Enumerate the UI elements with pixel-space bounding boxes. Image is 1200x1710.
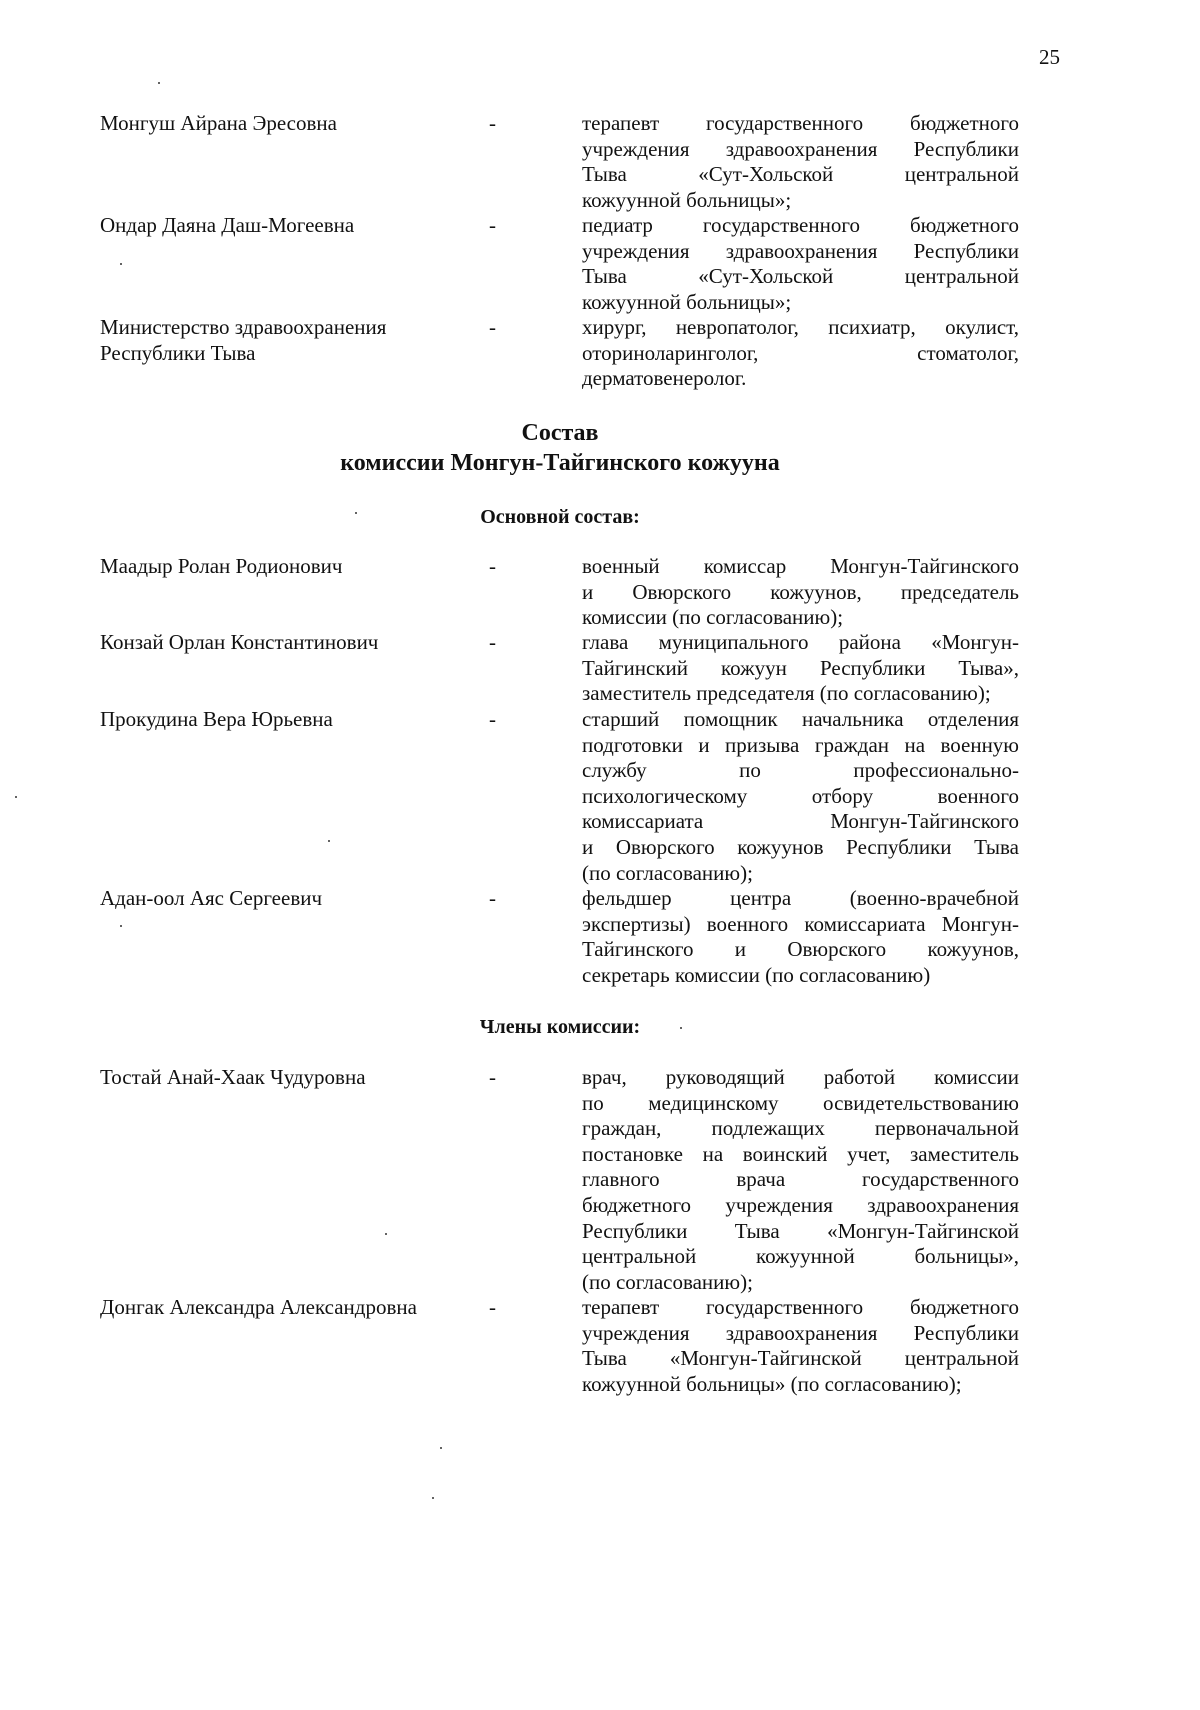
description-line: по медицинскому освидетельствованию: [582, 1090, 1019, 1115]
description-line: экспертизы) военного комиссариата Монгун-: [582, 911, 1019, 936]
description-line: Тайгинского и Овюрского кожуунов,: [582, 937, 1019, 962]
position-description: [582, 1065, 1019, 1295]
organization-name-line: Министерство здравоохранения: [100, 315, 387, 339]
scan-speck: [385, 1233, 387, 1235]
organization-name: [100, 315, 470, 366]
description-line: службу по профессионально-: [582, 758, 1019, 783]
person-name: Адан-оол Аяс Сергеевич: [100, 886, 323, 910]
main-composition-heading: Основной состав:: [480, 506, 640, 528]
dash-separator: -: [489, 213, 496, 237]
description-line: кожуунной больницы» (по согласованию);: [582, 1371, 962, 1396]
description-line: постановке на воинский учет, заместитель: [582, 1141, 1019, 1166]
description-line: старший помощник начальника отделения: [582, 707, 1019, 731]
description-line: Тыва «Монгун-Тайгинской центральной: [582, 1346, 1019, 1371]
description-line: психологическому отбору военного: [582, 783, 1019, 808]
person-name: Тостай Анай-Хаак Чудуровна: [100, 1065, 366, 1089]
description-line: (по согласованию);: [582, 860, 753, 885]
scan-speck: [440, 1447, 442, 1449]
description-line: кожуунной больницы»;: [582, 289, 792, 314]
person-name: Монгуш Айрана Эресовна: [100, 111, 337, 135]
description-line: учреждения здравоохранения Республики: [582, 136, 1019, 161]
description-line: кожуунной больницы»;: [582, 187, 792, 212]
description-line: комиссариата Монгун-Тайгинского: [582, 809, 1019, 834]
description-line: глава муниципального района «Монгун-: [582, 630, 1019, 654]
position-description: [582, 315, 1019, 392]
description-line: дерматовенеролог.: [582, 366, 747, 391]
description-line: Республики Тыва «Монгун-Тайгинской: [582, 1218, 1019, 1243]
position-description: [582, 886, 1019, 988]
scan-speck: [158, 82, 160, 84]
position-description: [582, 1295, 1019, 1397]
description-line: подготовки и призыва граждан на военную: [582, 732, 1019, 757]
description-line: фельдшер центра (военно-врачебной: [582, 886, 1019, 910]
dash-separator: -: [489, 707, 496, 731]
page-number: 25: [1039, 45, 1060, 69]
description-line: учреждения здравоохранения Республики: [582, 238, 1019, 263]
scan-speck: [120, 925, 122, 927]
description-line: педиатр государственного бюджетного: [582, 213, 1019, 237]
position-description: [582, 111, 1019, 213]
description-line: заместитель председателя (по согласованию);: [582, 681, 991, 706]
person-name: Конзай Орлан Константинович: [100, 630, 379, 654]
person-name: Ондар Даяна Даш-Могеевна: [100, 213, 355, 237]
position-description: [582, 554, 1019, 631]
description-line: (по согласованию);: [582, 1269, 753, 1294]
section-subtitle: комиссии Монгун-Тайгинского кожууна: [340, 450, 780, 476]
organization-name-line: Республики Тыва: [100, 340, 256, 365]
dash-separator: -: [489, 1065, 496, 1089]
description-line: и Овюрского кожуунов Республики Тыва: [582, 834, 1019, 859]
commission-members-heading: Члены комиссии:: [479, 1016, 641, 1038]
dash-separator: -: [489, 886, 496, 910]
description-line: терапевт государственного бюджетного: [582, 1295, 1019, 1319]
description-line: врач, руководящий работой комиссии: [582, 1065, 1019, 1089]
dash-separator: -: [489, 554, 496, 578]
person-name: Маадыр Ролан Родионович: [100, 554, 343, 578]
description-line: центральной кожуунной больницы»,: [582, 1244, 1019, 1269]
position-description: [582, 213, 1019, 315]
description-line: бюджетного учреждения здравоохранения: [582, 1192, 1019, 1217]
description-line: и Овюрского кожуунов, председатель: [582, 579, 1019, 604]
description-line: терапевт государственного бюджетного: [582, 111, 1019, 135]
section-title: Состав: [521, 420, 599, 446]
description-line: хирург, невропатолог, психиатр, окулист,: [582, 315, 1019, 339]
position-description: [582, 630, 1019, 707]
description-line: Тыва «Сут-Хольской центральной: [582, 264, 1019, 289]
scan-speck: [432, 1497, 434, 1499]
scan-speck: [328, 840, 330, 842]
person-name: Прокудина Вера Юрьевна: [100, 707, 333, 731]
description-line: комиссии (по согласованию);: [582, 605, 844, 630]
description-line: главного врача государственного: [582, 1167, 1019, 1192]
description-line: военный комиссар Монгун-Тайгинского: [582, 554, 1019, 578]
person-name: Донгак Александра Александровна: [100, 1295, 417, 1319]
dash-separator: -: [489, 315, 496, 339]
dash-separator: -: [489, 630, 496, 654]
description-line: граждан, подлежащих первоначальной: [582, 1116, 1019, 1141]
scan-speck: [120, 263, 122, 265]
scan-speck: [15, 796, 17, 798]
dash-separator: -: [489, 1295, 496, 1319]
description-line: учреждения здравоохранения Республики: [582, 1320, 1019, 1345]
dash-separator: -: [489, 111, 496, 135]
description-line: секретарь комиссии (по согласованию): [582, 962, 931, 987]
description-line: Тыва «Сут-Хольской центральной: [582, 162, 1019, 187]
description-line: Тайгинский кожуун Республики Тыва»,: [582, 655, 1019, 680]
position-description: [582, 707, 1019, 886]
description-line: оториноларинголог, стоматолог,: [582, 340, 1019, 365]
